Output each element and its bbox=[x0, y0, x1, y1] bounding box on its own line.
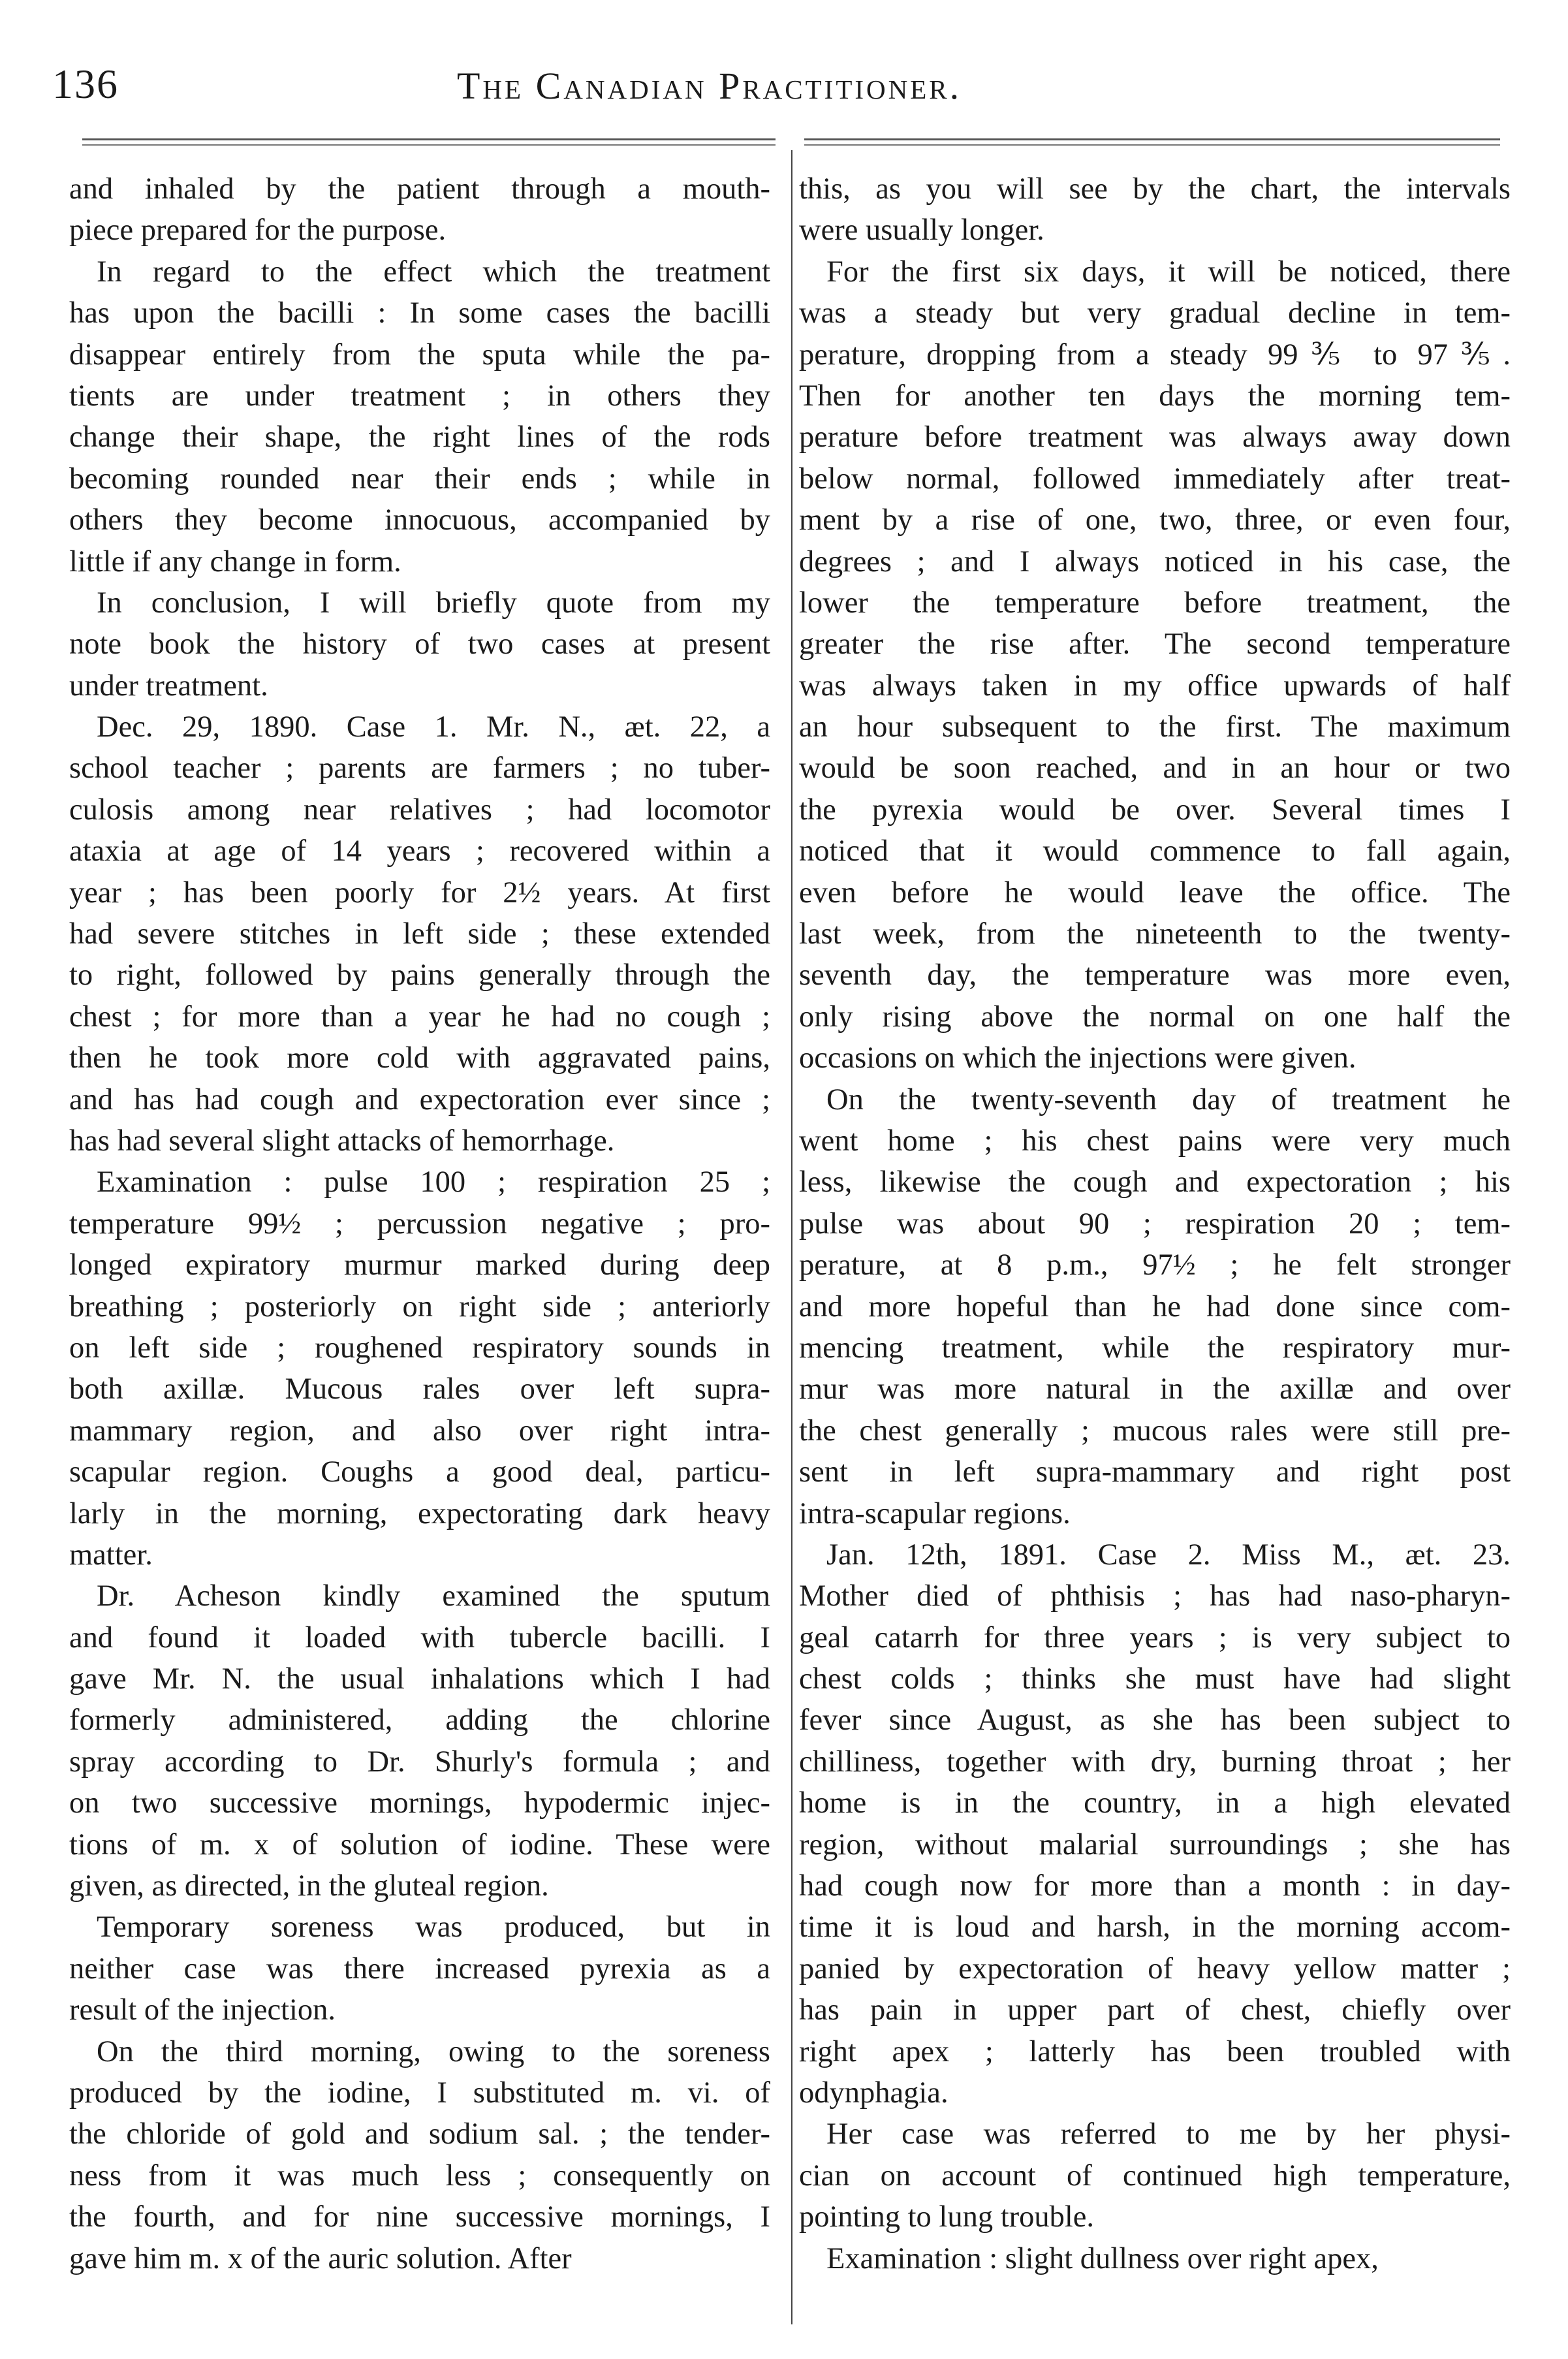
text-line: In regard to the effect which the treatment bbox=[97, 255, 770, 289]
paragraph bbox=[799, 2114, 1511, 2238]
column-divider bbox=[791, 150, 792, 2324]
text-line: an hour subsequent to the first. The maximum bbox=[799, 710, 1511, 744]
text-line: the pyrexia would be over. Several times I bbox=[799, 793, 1511, 827]
text-line: geal catarrh for three years ; is very subject to bbox=[799, 1621, 1511, 1654]
paragraph bbox=[69, 706, 770, 1162]
paragraph bbox=[69, 582, 770, 706]
text-line: noticed that it would commence to fall again, bbox=[799, 834, 1511, 868]
text-line: to right, followed by pains generally through the bbox=[69, 958, 770, 992]
paragraph bbox=[799, 1534, 1511, 2114]
text-line: was always taken in my office upwards of half bbox=[799, 669, 1511, 703]
page-number: 136 bbox=[52, 61, 119, 107]
text-line: chilliness, together with dry, burning throat ; her bbox=[799, 1745, 1511, 1779]
paragraph bbox=[69, 2031, 770, 2279]
header-rule-right bbox=[804, 138, 1500, 146]
text-line: gave Mr. N. the usual inhalations which I had bbox=[69, 1662, 770, 1696]
text-line: larly in the morning, expectorating dark heavy bbox=[69, 1496, 770, 1530]
text-line: Examination : pulse 100 ; respiration 25 ; bbox=[97, 1165, 770, 1199]
text-line: perature, at 8 p.m., 97½ ; he felt stronger bbox=[799, 1248, 1511, 1282]
text-line: given, as directed, in the gluteal region. bbox=[69, 1869, 549, 1903]
text-line: culosis among near relatives ; had locomotor bbox=[69, 793, 770, 827]
text-line: went home ; his chest pains were very much bbox=[799, 1124, 1511, 1158]
text-line: perature before treatment was always away down bbox=[799, 420, 1511, 454]
text-line: neither case was there increased pyrexia as a bbox=[69, 1952, 770, 1986]
right-column bbox=[799, 168, 1511, 2279]
text-line: had severe stitches in left side ; these extended bbox=[69, 917, 770, 951]
text-line: sent in left supra-mammary and right post bbox=[799, 1455, 1511, 1489]
text-line: chest colds ; thinks she must have had slight bbox=[799, 1662, 1511, 1696]
text-line: odynphagia. bbox=[799, 2076, 949, 2110]
paragraph bbox=[799, 1079, 1511, 1534]
text-line: Jan. 12th, 1891. Case 2. Miss M., æt. 23. bbox=[826, 1538, 1511, 1572]
text-line: both axillæ. Mucous rales over left supra- bbox=[69, 1372, 770, 1406]
text-line: panied by expectoration of heavy yellow matter ; bbox=[799, 1952, 1511, 1986]
text-line: and found it loaded with tubercle bacilli. I bbox=[69, 1621, 770, 1654]
text-line: has had several slight attacks of hemorrhage. bbox=[69, 1124, 615, 1158]
text-line: has upon the bacilli : In some cases the bacilli bbox=[69, 296, 770, 330]
text-line: disappear entirely from the sputa while the pa- bbox=[69, 338, 770, 372]
text-line: occasions on which the injections were given. bbox=[799, 1041, 1356, 1075]
text-line: breathing ; posteriorly on right side ; anteriorly bbox=[69, 1290, 770, 1323]
text-line: piece prepared for the purpose. bbox=[69, 214, 447, 247]
text-line: change their shape, the right lines of the rods bbox=[69, 420, 770, 454]
text-line: greater the rise after. The second temperature bbox=[799, 627, 1511, 661]
text-line: mur was more natural in the axillæ and over bbox=[799, 1372, 1511, 1406]
text-line: below normal, followed immediately after treat- bbox=[799, 462, 1511, 496]
left-column bbox=[69, 168, 770, 2279]
text-line: Mother died of phthisis ; has had naso-pharyn- bbox=[799, 1579, 1511, 1613]
paragraph bbox=[69, 168, 770, 251]
paragraph bbox=[799, 251, 1511, 1079]
text-line: tions of m. x of solution of iodine. These were bbox=[69, 1828, 770, 1861]
text-line: others they become innocuous, accompanied by bbox=[69, 503, 770, 537]
running-head: The Canadian Practitioner. bbox=[457, 65, 962, 107]
text-line: ataxia at age of 14 years ; recovered within a bbox=[69, 834, 770, 868]
text-line: last week, from the nineteenth to the twenty- bbox=[799, 917, 1511, 951]
text-line: on left side ; roughened respiratory sounds in bbox=[69, 1331, 770, 1365]
text-line: the chest generally ; mucous rales were still pre- bbox=[799, 1414, 1511, 1448]
text-line: Then for another ten days the morning tem- bbox=[799, 379, 1511, 413]
text-line: lower the temperature before treatment, the bbox=[799, 586, 1511, 620]
paragraph bbox=[69, 1575, 770, 1907]
text-line: degrees ; and I always noticed in his case, the bbox=[799, 545, 1511, 578]
text-line: result of the injection. bbox=[69, 1993, 336, 2027]
text-line: intra-scapular regions. bbox=[799, 1496, 1071, 1530]
text-line: less, likewise the cough and expectoration ; his bbox=[799, 1165, 1511, 1199]
text-line: fever since August, as she has been subject to bbox=[799, 1703, 1511, 1737]
text-line: note book the history of two cases at present bbox=[69, 627, 770, 661]
text-line: has pain in upper part of chest, chiefly over bbox=[799, 1993, 1511, 2027]
text-line: Temporary soreness was produced, but in bbox=[97, 1910, 770, 1944]
text-line: scapular region. Coughs a good deal, particu- bbox=[69, 1455, 770, 1489]
text-line: would be soon reached, and in an hour or two bbox=[799, 752, 1511, 785]
text-line: then he took more cold with aggravated pains, bbox=[69, 1041, 770, 1075]
text-line: formerly administered, adding the chlorine bbox=[69, 1703, 770, 1737]
paragraph bbox=[69, 251, 770, 582]
text-line: time it is loud and harsh, in the morning accom- bbox=[799, 1910, 1511, 1944]
text-line: only rising above the normal on one half the bbox=[799, 1000, 1511, 1034]
text-line: On the third morning, owing to the soreness bbox=[97, 2034, 770, 2068]
text-line: chest ; for more than a year he had no cough ; bbox=[69, 1000, 770, 1034]
text-line: matter. bbox=[69, 1538, 153, 1572]
paragraph bbox=[799, 168, 1511, 251]
text-line: on two successive mornings, hypodermic injec- bbox=[69, 1786, 770, 1820]
text-line: had cough now for more than a month : in day- bbox=[799, 1869, 1511, 1903]
header-rule-left bbox=[82, 138, 776, 146]
text-line: seventh day, the temperature was more even, bbox=[799, 958, 1511, 992]
text-line: was a steady but very gradual decline in tem- bbox=[799, 296, 1511, 330]
text-line: pointing to lung trouble. bbox=[799, 2200, 1095, 2234]
text-line: region, without malarial surroundings ; she has bbox=[799, 1828, 1511, 1861]
text-line: For the first six days, it will be noticed, there bbox=[826, 255, 1511, 289]
text-line: and more hopeful than he had done since com- bbox=[799, 1290, 1511, 1323]
text-line: In conclusion, I will briefly quote from my bbox=[97, 586, 770, 620]
text-line: ment by a rise of one, two, three, or even four, bbox=[799, 503, 1511, 537]
text-line: perature, dropping from a steady 99⅗ to 97⅗. bbox=[799, 338, 1511, 372]
text-line: this, as you will see by the chart, the intervals bbox=[799, 172, 1511, 206]
text-line: tients are under treatment ; in others they bbox=[69, 379, 770, 413]
text-line: gave him m. x of the auric solution. After bbox=[69, 2241, 572, 2275]
text-line: longed expiratory murmur marked during deep bbox=[69, 1248, 770, 1282]
paragraph bbox=[69, 1162, 770, 1575]
text-line: Dec. 29, 1890. Case 1. Mr. N., æt. 22, a bbox=[97, 710, 770, 744]
text-line: and has had cough and expectoration ever since ; bbox=[69, 1083, 770, 1116]
text-line: Dr. Acheson kindly examined the sputum bbox=[97, 1579, 770, 1613]
text-line: year ; has been poorly for 2½ years. At first bbox=[69, 876, 770, 910]
text-line: Her case was referred to me by her physi- bbox=[826, 2117, 1511, 2151]
text-line: right apex ; latterly has been troubled with bbox=[799, 2034, 1511, 2068]
text-line: were usually longer. bbox=[799, 214, 1044, 247]
text-line: even before he would leave the office. The bbox=[799, 876, 1511, 910]
text-line: Examination : slight dullness over right apex, bbox=[826, 2241, 1379, 2275]
text-line: temperature 99½ ; percussion negative ; pro- bbox=[69, 1207, 770, 1241]
text-line: spray according to Dr. Shurly's formula ; and bbox=[69, 1745, 770, 1779]
text-line: under treatment. bbox=[69, 669, 268, 703]
paragraph bbox=[799, 2238, 1511, 2279]
text-line: produced by the iodine, I substituted m. vi. of bbox=[69, 2076, 770, 2110]
text-line: mencing treatment, while the respiratory mur- bbox=[799, 1331, 1511, 1365]
text-line: the fourth, and for nine successive mornings, I bbox=[69, 2200, 770, 2234]
text-line: becoming rounded near their ends ; while in bbox=[69, 462, 770, 496]
text-line: school teacher ; parents are farmers ; no tuber- bbox=[69, 752, 770, 785]
text-line: pulse was about 90 ; respiration 20 ; tem- bbox=[799, 1207, 1511, 1241]
paragraph bbox=[69, 1907, 770, 2031]
text-line: cian on account of continued high temperature, bbox=[799, 2159, 1511, 2193]
text-line: little if any change in form. bbox=[69, 545, 401, 578]
text-line: mammary region, and also over right intra- bbox=[69, 1414, 770, 1448]
text-line: On the twenty-seventh day of treatment he bbox=[826, 1083, 1511, 1116]
text-line: the chloride of gold and sodium sal. ; the tender- bbox=[69, 2117, 770, 2151]
text-line: home is in the country, in a high elevated bbox=[799, 1786, 1511, 1820]
text-line: ness from it was much less ; consequently on bbox=[69, 2159, 770, 2193]
text-line: and inhaled by the patient through a mouth- bbox=[69, 172, 770, 206]
